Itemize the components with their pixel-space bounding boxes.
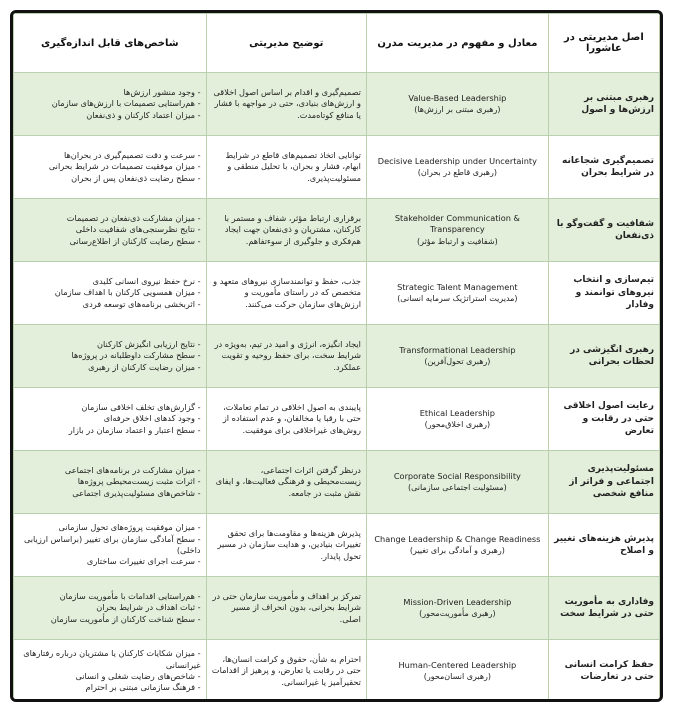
indicator-item: - اثرات مثبت زیست‌محیطی پروژه‌ها (77, 476, 201, 487)
principle-cell: رهبری انگیزشی در لحظات بحرانی (548, 325, 659, 388)
indicators-cell (14, 640, 207, 703)
principle-cell: تصمیم‌گیری شجاعانه در شرایط بحران (548, 136, 659, 199)
description-cell: درنظر گرفتن اثرات اجتماعی، زیست‌محیطی و فرهنگی فعالیت‌ها، و ایفای نقش مثبت در جامعه. (206, 451, 366, 514)
description-cell: تمرکز بر اهداف و مأموریت سازمان حتی در شرایط بحرانی، بدون انحراف از مسیر اصلی. (206, 577, 366, 640)
modern-equivalent-persian: (رهبری مبتنی بر ارزش‌ها) (414, 105, 501, 115)
modern-equivalent-persian: (رهبری و آمادگی برای تغییر) (409, 546, 505, 556)
modern-equivalent-english: Ethical Leadership (419, 407, 495, 418)
description-cell: پایبندی به اصول اخلاقی در تمام تعاملات، حتی با رقبا یا مخالفان، و عدم استفاده از روش‌های غیراخلاقی برای موفقیت. (206, 388, 366, 451)
header-modern-equivalent: معادل و مفهوم در مدیریت مدرن (366, 14, 548, 73)
indicator-item: - میزان مشارکت ذی‌نفعان در تصمیمات (66, 213, 201, 224)
modern-equivalent-english: Corporate Social Responsibility (393, 470, 521, 481)
modern-equivalent-cell (366, 73, 548, 136)
modern-equivalent-persian: (رهبری انسان‌محور) (423, 672, 492, 682)
modern-equivalent-english: Transformational Leadership (399, 344, 516, 355)
indicator-item: - وجود کدهای اخلاق حرفه‌ای (103, 413, 201, 424)
table-row (14, 73, 660, 136)
description-cell: تصمیم‌گیری و اقدام بر اساس اصول اخلاقی و ارزش‌های بنیادی، حتی در مواجهه با فشار یا منافع کوتاه‌مدت. (206, 73, 366, 136)
indicators-cell (14, 514, 207, 577)
indicator-item: - هم‌راستایی تصمیمات با ارزش‌های سازمان (51, 98, 201, 109)
modern-equivalent-persian: (رهبری تحول‌آفرین) (424, 357, 491, 367)
modern-equivalent-cell (366, 262, 548, 325)
modern-equivalent-persian: (مدیریت استراتژیک سرمایه انسانی) (397, 294, 518, 304)
table-row (14, 325, 660, 388)
header-row (14, 14, 660, 73)
table-row (14, 262, 660, 325)
table-row (14, 136, 660, 199)
indicator-item: - گزارش‌های تخلف اخلاقی سازمان (81, 402, 201, 413)
indicator-item: - وجود منشور ارزش‌ها (123, 87, 201, 98)
principle-cell: مسئولیت‌پذیری اجتماعی و فراتر از منافع شخصی (548, 451, 659, 514)
management-principles-table (13, 13, 660, 702)
indicator-item: - میزان اعتماد کارکنان و ذی‌نفعان (86, 109, 201, 120)
table-row (14, 640, 660, 703)
indicators-cell (14, 388, 207, 451)
modern-equivalent-english: Strategic Talent Management (397, 281, 518, 292)
table-row (14, 514, 660, 577)
modern-equivalent-cell (366, 199, 548, 262)
indicators-cell (14, 136, 207, 199)
modern-equivalent-english: Stakeholder Communication & Transparency (394, 213, 520, 235)
modern-equivalent-english: Mission-Driven Leadership (403, 596, 512, 607)
description-cell: جذب، حفظ و توانمندسازی نیروهای متعهد و متخصص که در راستای مأموریت و ارزش‌های سازمان حرکت می‌کنند. (206, 262, 366, 325)
indicator-item: - میزان شکایات کارکنان یا مشتریان درباره رفتارهای غیرانسانی (23, 648, 201, 670)
modern-equivalent-cell (366, 640, 548, 703)
modern-equivalent-cell (366, 514, 548, 577)
description-cell: ایجاد انگیزه، انرژی و امید در تیم، به‌ویژه در شرایط سخت، برای حفظ روحیه و تقویت عملکرد. (206, 325, 366, 388)
indicator-item: - شاخص‌های رضایت شغلی و انسانی (75, 671, 201, 681)
indicator-item: - میزان همسویی کارکنان با اهداف سازمان (54, 287, 201, 298)
indicator-item: - سطح رضایت کارکنان از اطلاع‌رسانی (69, 235, 201, 246)
indicator-item: - فرهنگ سازمانی مبتنی بر احترام (85, 682, 201, 693)
modern-equivalent-english: Change Leadership & Change Readiness (374, 533, 541, 544)
indicator-item: - اثربخشی برنامه‌های توسعه فردی (82, 298, 201, 309)
header-description: توضیح مدیریتی (206, 14, 366, 73)
principle-cell: پذیرش هزینه‌های تغییر و اصلاح (548, 514, 659, 577)
principle-cell: تیم‌سازی و انتخاب نیروهای توانمند و وفادار (548, 262, 659, 325)
description-cell: پذیرش هزینه‌ها و مقاومت‌ها برای تحقق تغییرات بنیادین، و هدایت سازمان در مسیر تحول پایدار. (206, 514, 366, 577)
principle-cell: حفظ کرامت انسانی حتی در تعارضات (548, 640, 659, 703)
table-body (14, 73, 660, 703)
indicator-item: - میزان رضایت کارکنان از رهبری (88, 361, 201, 372)
indicator-item: - سطح رضایت ذی‌نفعان پس از بحران (71, 172, 201, 183)
indicators-cell (14, 325, 207, 388)
indicators-cell (14, 73, 207, 136)
modern-equivalent-english: Value-Based Leadership (408, 92, 507, 103)
indicators-cell (14, 577, 207, 640)
modern-equivalent-english: Human-Centered Leadership (398, 659, 517, 670)
header-principle: اصل مدیریتی در عاشورا (548, 14, 659, 73)
modern-equivalent-cell (366, 388, 548, 451)
indicator-item: - نتایج نظرسنجی‌های شفافیت داخلی (75, 224, 201, 235)
modern-equivalent-cell (366, 136, 548, 199)
modern-equivalent-english: Decisive Leadership under Uncertainty (377, 155, 537, 166)
indicator-item: - شاخص‌های مسئولیت‌پذیری اجتماعی (72, 487, 201, 498)
table-row (14, 199, 660, 262)
principle-cell: رعایت اصول اخلاقی حتی در رقابت و تعارض (548, 388, 659, 451)
indicator-item: - سرعت و دقت تصمیم‌گیری در بحران‌ها (64, 150, 201, 161)
modern-equivalent-persian: (مسئولیت اجتماعی سازمانی) (408, 483, 507, 493)
table-row (14, 577, 660, 640)
indicator-item: - میزان مشارکت در برنامه‌های اجتماعی (64, 465, 201, 476)
indicators-cell (14, 451, 207, 514)
indicator-item: - سطح آمادگی سازمان برای تغییر (براساس ارزیابی داخلی) (23, 533, 201, 555)
principle-cell: رهبری مبتنی بر ارزش‌ها و اصول (548, 73, 659, 136)
principle-cell: شفافیت و گفت‌وگو با ذی‌نفعان (548, 199, 659, 262)
indicators-cell (14, 262, 207, 325)
indicator-item: - نتایج ارزیابی انگیزش کارکنان (97, 339, 201, 350)
description-cell: احترام به شأن، حقوق و کرامت انسان‌ها، حتی در رقابت یا تعارض، و پرهیز از اقدامات تحقیرآمیز یا غیرانسانی. (206, 640, 366, 703)
header-indicators: شاخص‌های قابل اندازه‌گیری (14, 14, 207, 73)
indicator-item: - هم‌راستایی اقدامات با مأموریت سازمان (59, 591, 201, 602)
table-row (14, 388, 660, 451)
indicators-cell (14, 199, 207, 262)
principle-cell: وفاداری به مأموریت حتی در شرایط سخت (548, 577, 659, 640)
indicator-item: - سطح مشارکت داوطلبانه در پروژه‌ها (71, 350, 201, 361)
indicator-item: - سرعت اجرای تغییرات ساختاری (86, 556, 201, 567)
indicator-item: - نرخ حفظ نیروی انسانی کلیدی (92, 276, 201, 287)
indicator-item: - ثبات اهداف در شرایط بحران (96, 602, 201, 613)
indicator-item: - سطح شناخت کارکنان از مأموریت سازمان (50, 613, 201, 624)
modern-equivalent-persian: (رهبری اخلاق‌محور) (424, 420, 491, 430)
modern-equivalent-persian: (رهبری مأموریت‌محور) (419, 609, 496, 619)
indicator-item: - سطح اعتبار و اعتماد سازمان در بازار (68, 424, 201, 435)
modern-equivalent-cell (366, 451, 548, 514)
modern-equivalent-persian: (رهبری قاطع در بحران) (417, 168, 497, 178)
table-row (14, 451, 660, 514)
description-cell: برقراری ارتباط مؤثر، شفاف و مستمر با کارکنان، مشتریان و ذی‌نفعان جهت ایجاد هم‌فکری و جلوگیری از سوءتفاهم. (206, 199, 366, 262)
table-frame (10, 10, 663, 702)
indicator-item: - میزان موفقیت تصمیمات در شرایط بحرانی (48, 161, 201, 172)
modern-equivalent-cell (366, 577, 548, 640)
indicator-item: - میزان موفقیت پروژه‌های تحول سازمانی (58, 522, 201, 533)
modern-equivalent-cell (366, 325, 548, 388)
description-cell: توانایی اتخاذ تصمیم‌های قاطع در شرایط ابهام، فشار و بحران، با تحلیل منطقی و مسئولیت‌پذیری. (206, 136, 366, 199)
modern-equivalent-persian: (شفافیت و ارتباط مؤثر) (417, 236, 498, 246)
